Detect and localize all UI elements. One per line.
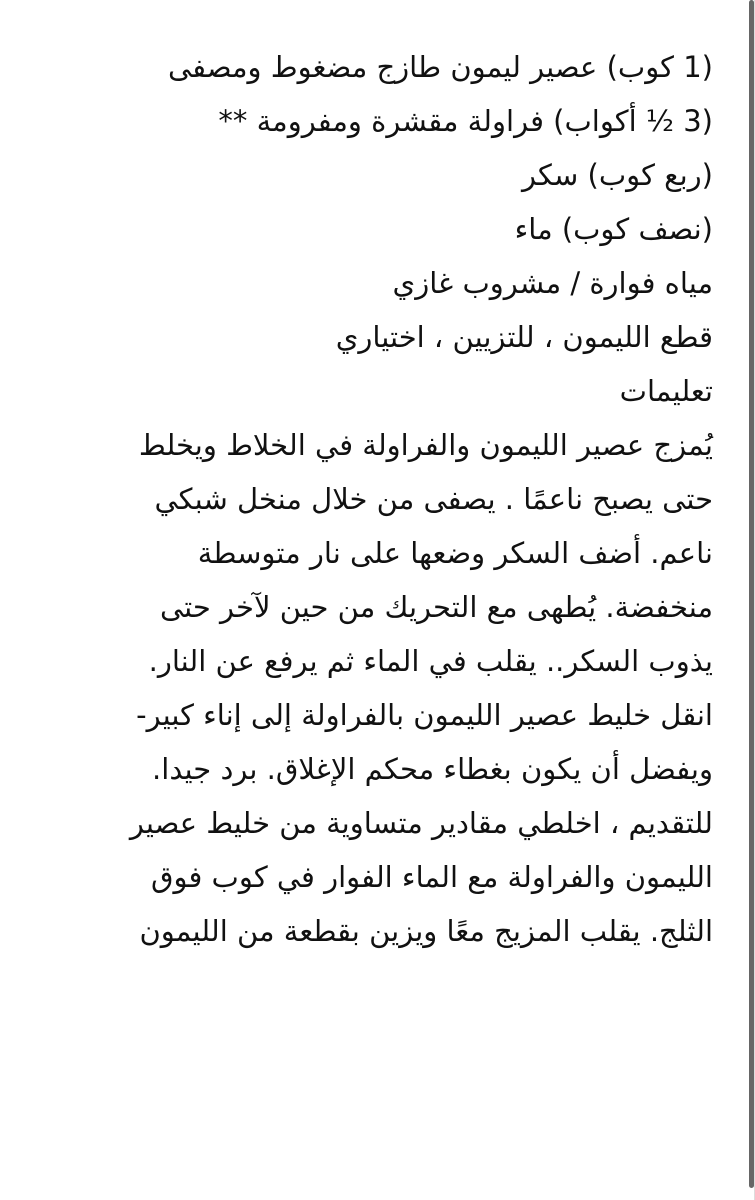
ingredient-line: (ربع كوب) سكر [522, 158, 713, 192]
ingredient-line: (نصف كوب) ماء [514, 212, 713, 246]
ingredient-line: مياه فوارة / مشروب غازي [392, 266, 713, 300]
vertical-scrollbar[interactable] [749, 0, 754, 1188]
instruction-line: منخفضة. يُطهى مع التحريك من حين لآخر حتى [159, 590, 713, 624]
ingredient-line: (1 كوب) عصير ليمون طازج مضغوط ومصفى [168, 50, 713, 84]
instruction-line: انقل خليط عصير الليمون بالفراولة إلى إناء كبير- [136, 698, 713, 732]
ingredient-line: قطع الليمون ، للتزيين ، اختياري [335, 320, 713, 354]
instruction-line: ويفضل أن يكون بغطاء محكم الإغلاق. برد جيدا. [152, 752, 713, 786]
instructions-heading: تعليمات [619, 374, 713, 408]
ingredient-line: (3 ½ أكواب) فراولة مقشرة ومفرومة ** [218, 104, 713, 138]
instruction-line: للتقديم ، اخلطي مقادير متساوية من خليط عصير [129, 806, 713, 840]
cut-off-top-text [75, 0, 715, 8]
instruction-line: حتى يصبح ناعمًا . يصفى من خلال منخل شبكي [154, 482, 713, 516]
instruction-line: الثلج. يقلب المزيج معًا ويزين بقطعة من الليمون [139, 914, 713, 948]
instruction-line: الليمون والفراولة مع الماء الفوار في كوب فوق [150, 860, 713, 894]
instruction-line: ناعم. أضف السكر وضعها على نار متوسطة [197, 536, 713, 570]
instruction-line: يُمزج عصير الليمون والفراولة في الخلاط ويخلط [138, 428, 713, 462]
recipe-text [63, 40, 713, 958]
instruction-line: يذوب السكر.. يقلب في الماء ثم يرفع عن النار. [148, 644, 713, 678]
